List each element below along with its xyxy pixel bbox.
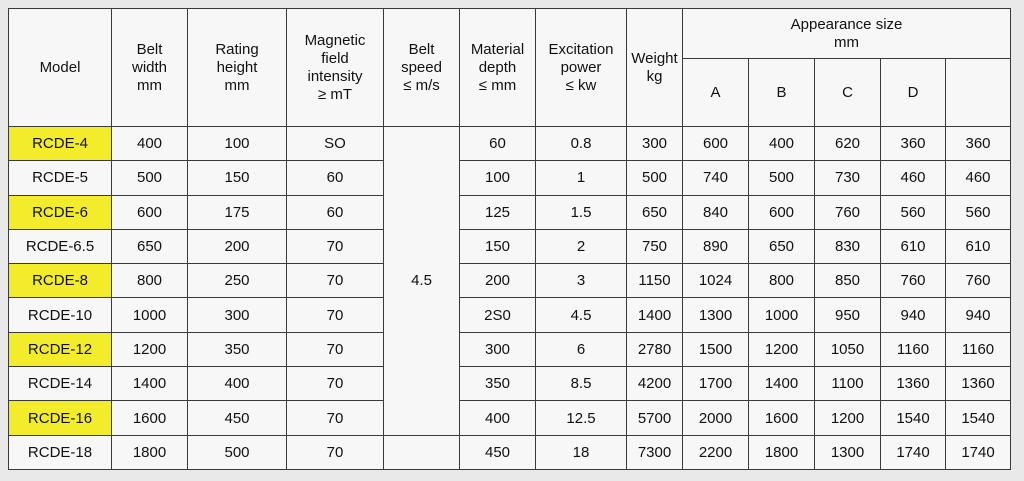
- belt-width-cell: 1600: [112, 401, 188, 435]
- spec-table-frame: [8, 8, 1010, 469]
- header-sub-d: D: [881, 59, 946, 127]
- belt-width-cell: 1000: [112, 298, 188, 332]
- table-row: [9, 161, 1011, 195]
- excitation-power-cell: 4.5: [536, 298, 627, 332]
- excitation-power-cell: 12.5: [536, 401, 627, 435]
- belt-speed-cell: 4.5: [384, 127, 460, 436]
- size-a-cell: 2200: [683, 435, 749, 469]
- size-d-cell: 560: [881, 195, 946, 229]
- size-d-cell: 1540: [881, 401, 946, 435]
- rating-height-cell: 100: [188, 127, 287, 161]
- belt-width-cell: 800: [112, 264, 188, 298]
- excitation-power-cell: 1: [536, 161, 627, 195]
- magnetic-field-cell: 70: [287, 401, 384, 435]
- model-cell: RCDE-14: [9, 367, 112, 401]
- belt-width-cell: 1400: [112, 367, 188, 401]
- size-d-cell: 1740: [881, 435, 946, 469]
- size-a-cell: 1500: [683, 332, 749, 366]
- weight-cell: 1150: [627, 264, 683, 298]
- magnetic-field-cell: 70: [287, 332, 384, 366]
- header-weight: Weight kg: [627, 9, 683, 127]
- size-e-cell: 1540: [946, 401, 1011, 435]
- size-d-cell: 610: [881, 229, 946, 263]
- weight-cell: 500: [627, 161, 683, 195]
- size-c-cell: 620: [815, 127, 881, 161]
- rating-height-cell: 300: [188, 298, 287, 332]
- model-cell: RCDE-16: [9, 401, 112, 435]
- weight-cell: 5700: [627, 401, 683, 435]
- rating-height-cell: 450: [188, 401, 287, 435]
- size-b-cell: 1200: [749, 332, 815, 366]
- size-a-cell: 1024: [683, 264, 749, 298]
- size-a-cell: 740: [683, 161, 749, 195]
- belt-width-cell: 650: [112, 229, 188, 263]
- size-a-cell: 1300: [683, 298, 749, 332]
- model-cell: RCDE-5: [9, 161, 112, 195]
- header-belt-width: Belt width mm: [112, 9, 188, 127]
- model-cell: RCDE-4: [9, 127, 112, 161]
- size-e-cell: 360: [946, 127, 1011, 161]
- size-b-cell: 1000: [749, 298, 815, 332]
- magnetic-field-cell: 70: [287, 435, 384, 469]
- size-c-cell: 730: [815, 161, 881, 195]
- weight-cell: 4200: [627, 367, 683, 401]
- material-depth-cell: 60: [460, 127, 536, 161]
- size-e-cell: 610: [946, 229, 1011, 263]
- size-c-cell: 1300: [815, 435, 881, 469]
- weight-cell: 750: [627, 229, 683, 263]
- size-c-cell: 850: [815, 264, 881, 298]
- table-row: [9, 298, 1011, 332]
- model-cell: RCDE-12: [9, 332, 112, 366]
- header-magnetic-field: Magnetic field intensity ≥ mT: [287, 9, 384, 127]
- size-a-cell: 600: [683, 127, 749, 161]
- size-c-cell: 1200: [815, 401, 881, 435]
- belt-speed-cell-empty: [384, 435, 460, 469]
- weight-cell: 1400: [627, 298, 683, 332]
- table-row: [9, 401, 1011, 435]
- size-b-cell: 650: [749, 229, 815, 263]
- magnetic-field-cell: 70: [287, 264, 384, 298]
- size-c-cell: 1050: [815, 332, 881, 366]
- rating-height-cell: 250: [188, 264, 287, 298]
- model-cell: RCDE-18: [9, 435, 112, 469]
- size-b-cell: 400: [749, 127, 815, 161]
- model-cell: RCDE-10: [9, 298, 112, 332]
- header-sub-a: A: [683, 59, 749, 127]
- header-sub-e: [946, 59, 1011, 127]
- weight-cell: 2780: [627, 332, 683, 366]
- header-belt-speed: Belt speed ≤ m/s: [384, 9, 460, 127]
- belt-width-cell: 1800: [112, 435, 188, 469]
- weight-cell: 300: [627, 127, 683, 161]
- size-a-cell: 890: [683, 229, 749, 263]
- size-a-cell: 2000: [683, 401, 749, 435]
- model-cell: RCDE-6.5: [9, 229, 112, 263]
- size-a-cell: 1700: [683, 367, 749, 401]
- material-depth-cell: 200: [460, 264, 536, 298]
- excitation-power-cell: 3: [536, 264, 627, 298]
- table-row: [9, 367, 1011, 401]
- size-d-cell: 940: [881, 298, 946, 332]
- magnetic-field-cell: 70: [287, 229, 384, 263]
- size-c-cell: 950: [815, 298, 881, 332]
- size-b-cell: 1400: [749, 367, 815, 401]
- material-depth-cell: 100: [460, 161, 536, 195]
- model-cell: RCDE-8: [9, 264, 112, 298]
- belt-width-cell: 400: [112, 127, 188, 161]
- magnetic-field-cell: 70: [287, 367, 384, 401]
- size-b-cell: 1600: [749, 401, 815, 435]
- table-row: [9, 195, 1011, 229]
- belt-width-cell: 500: [112, 161, 188, 195]
- size-c-cell: 830: [815, 229, 881, 263]
- header-sub-c: C: [815, 59, 881, 127]
- material-depth-cell: 300: [460, 332, 536, 366]
- material-depth-cell: 125: [460, 195, 536, 229]
- size-e-cell: 460: [946, 161, 1011, 195]
- magnetic-field-cell: 60: [287, 161, 384, 195]
- size-e-cell: 1160: [946, 332, 1011, 366]
- size-b-cell: 1800: [749, 435, 815, 469]
- size-b-cell: 500: [749, 161, 815, 195]
- size-b-cell: 600: [749, 195, 815, 229]
- excitation-power-cell: 1.5: [536, 195, 627, 229]
- size-d-cell: 460: [881, 161, 946, 195]
- magnetic-field-cell: SO: [287, 127, 384, 161]
- header-material-depth: Material depth ≤ mm: [460, 9, 536, 127]
- spec-table: [8, 8, 1011, 470]
- rating-height-cell: 400: [188, 367, 287, 401]
- size-e-cell: 940: [946, 298, 1011, 332]
- size-e-cell: 1740: [946, 435, 1011, 469]
- model-cell: RCDE-6: [9, 195, 112, 229]
- table-row: [9, 435, 1011, 469]
- size-e-cell: 560: [946, 195, 1011, 229]
- material-depth-cell: 2S0: [460, 298, 536, 332]
- rating-height-cell: 175: [188, 195, 287, 229]
- spec-table-body: [9, 127, 1011, 470]
- rating-height-cell: 350: [188, 332, 287, 366]
- weight-cell: 7300: [627, 435, 683, 469]
- header-sub-b: B: [749, 59, 815, 127]
- belt-width-cell: 600: [112, 195, 188, 229]
- size-d-cell: 360: [881, 127, 946, 161]
- table-row: [9, 264, 1011, 298]
- header-rating-height: Rating height mm: [188, 9, 287, 127]
- excitation-power-cell: 0.8: [536, 127, 627, 161]
- material-depth-cell: 150: [460, 229, 536, 263]
- header-excitation-power: Excitation power ≤ kw: [536, 9, 627, 127]
- rating-height-cell: 150: [188, 161, 287, 195]
- material-depth-cell: 400: [460, 401, 536, 435]
- size-c-cell: 760: [815, 195, 881, 229]
- header-appearance-size: Appearance size mm: [683, 9, 1011, 59]
- size-d-cell: 760: [881, 264, 946, 298]
- magnetic-field-cell: 70: [287, 298, 384, 332]
- excitation-power-cell: 2: [536, 229, 627, 263]
- excitation-power-cell: 18: [536, 435, 627, 469]
- excitation-power-cell: 8.5: [536, 367, 627, 401]
- weight-cell: 650: [627, 195, 683, 229]
- size-d-cell: 1160: [881, 332, 946, 366]
- size-e-cell: 1360: [946, 367, 1011, 401]
- material-depth-cell: 350: [460, 367, 536, 401]
- header-model: Model: [9, 9, 112, 127]
- size-b-cell: 800: [749, 264, 815, 298]
- belt-width-cell: 1200: [112, 332, 188, 366]
- size-e-cell: 760: [946, 264, 1011, 298]
- size-c-cell: 1100: [815, 367, 881, 401]
- magnetic-field-cell: 60: [287, 195, 384, 229]
- rating-height-cell: 500: [188, 435, 287, 469]
- excitation-power-cell: 6: [536, 332, 627, 366]
- table-row: [9, 127, 1011, 161]
- table-row: [9, 332, 1011, 366]
- table-row: [9, 229, 1011, 263]
- size-a-cell: 840: [683, 195, 749, 229]
- rating-height-cell: 200: [188, 229, 287, 263]
- material-depth-cell: 450: [460, 435, 536, 469]
- size-d-cell: 1360: [881, 367, 946, 401]
